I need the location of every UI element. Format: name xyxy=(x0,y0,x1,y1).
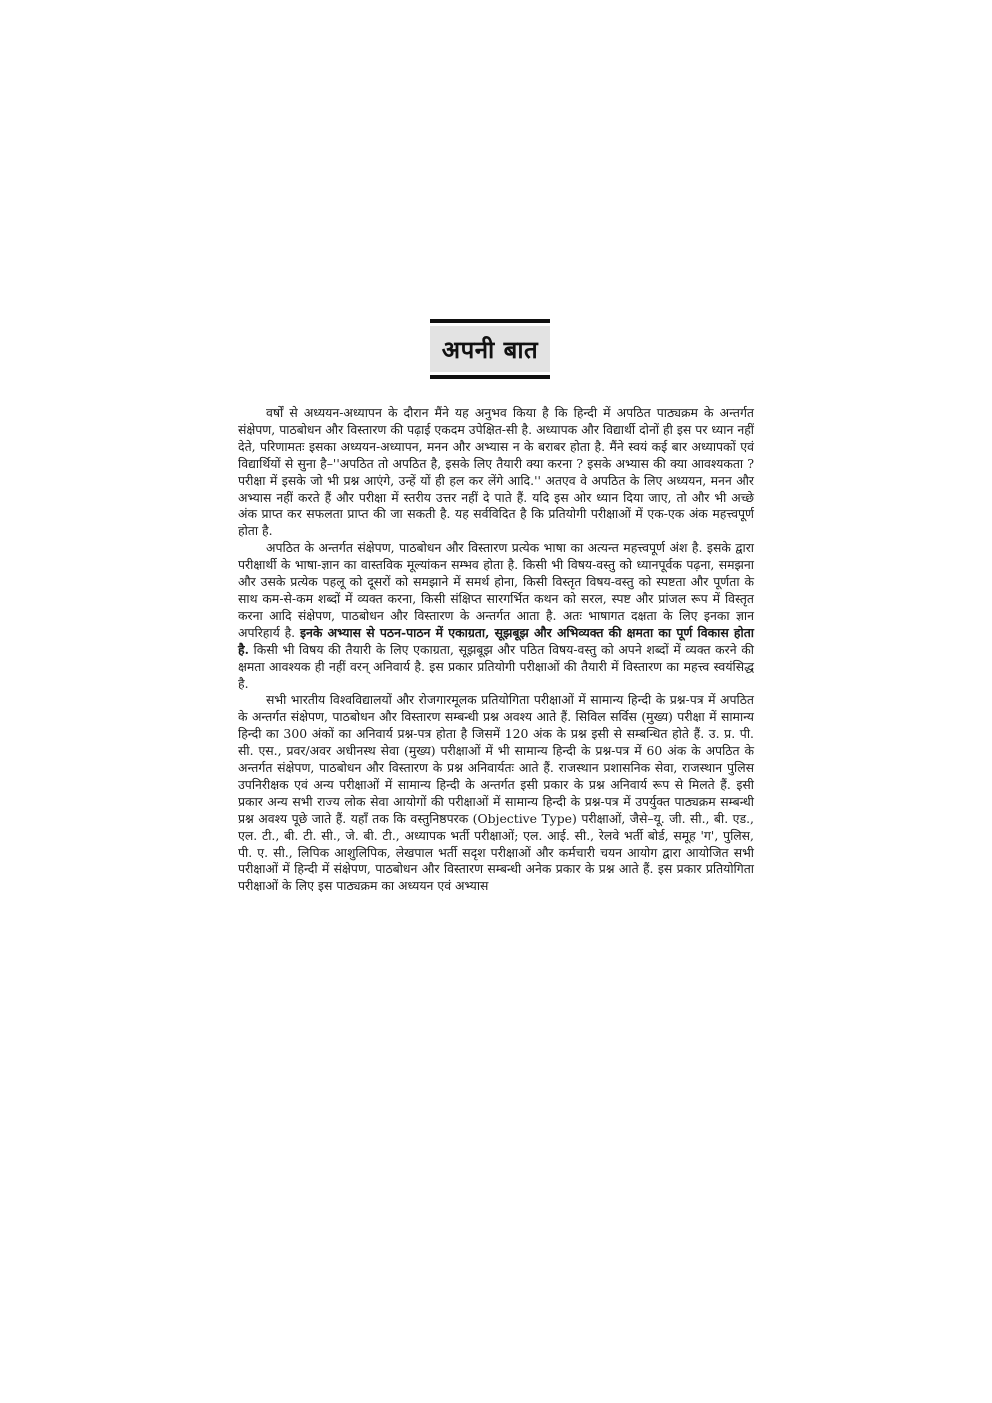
paragraph-1: वर्षों से अध्ययन-अध्यापन के दौरान मैंने यह अनुभव किया है कि हिन्दी में अपठित पाठ्यक्रम के अन्तर्गत संक्षेपण, पाठबोधन और विस्तारण की पढ़ाई एकदम उपेक्षित-सी है. अध्यापक और विद्यार्थी दोनों ही इस पर ध्यान नहीं देते, परिणामतः इसका अध्ययन-अध्यापन, मनन और अभ्यास न के बराबर होता है. मैंने स्वयं कई बार अध्यापकों एवं विद्यार्थियों से सुना है–''अपठित तो अपठित है, इसके लिए तैयारी क्या करना ? इसके अभ्यास की क्या आवश्यकता ? परीक्षा में इसके जो भी प्रश्न आएंगे, उन्हें यों ही हल कर लेंगे आदि.'' अतएव वे अपठित के लिए अध्ययन, मनन और अभ्यास नहीं करते हैं और परीक्षा में स्तरीय उत्तर नहीं दे पाते हैं. यदि इस ओर ध्यान दिया जाए, तो और भी अच्छे अंक प्राप्त कर सफलता प्राप्त की जा सकती है. यह सर्वविदित है कि प्रतियोगी परीक्षाओं में एक-एक अंक महत्त्वपूर्ण होता है. xyxy=(238,405,754,539)
paragraph-2 xyxy=(238,540,754,692)
title-frame xyxy=(430,319,550,379)
paragraph-2-emphasis: इनके अभ्यास से पठन-पाठन में एकाग्रता, सूझबूझ और अभिव्यक्त की क्षमता का पूर्ण विकास होता है. xyxy=(238,624,754,657)
paragraph-2-rest: किसी भी विषय की तैयारी के लिए एकाग्रता, सूझबूझ और पठित विषय-वस्तु को अपने शब्दों में व्यक्त करने की क्षमता आवश्यक ही नहीं वरन् अनिवार्य है. इस प्रकार प्रतियोगी परीक्षाओं की तैयारी में विस्तारण का महत्त्व स्वयंसिद्ध है. xyxy=(238,641,754,691)
page-title: अपनी बात xyxy=(430,326,550,372)
body-text xyxy=(238,405,754,895)
paragraph-2-intro: अपठित के अन्तर्गत संक्षेपण, पाठबोधन और विस्तारण प्रत्येक भाषा का अत्यन्त महत्त्वपूर्ण अंश है. इसके द्वारा परीक्षार्थी के भाषा-ज्ञान का वास्तविक मूल्यांकन सम्भव होता है. किसी भी विषय-वस्तु को ध्यानपूर्वक पढ़ना, समझना और उसके प्रत्येक पहलू को दूसरों को समझाने में समर्थ होना, किसी विस्तृत विषय-वस्तु को स्पष्टता और पूर्णता के साथ कम-से-कम शब्दों में व्यक्त करना, किसी संक्षिप्त सारगर्भित कथन को सरल, स्पष्ट और प्रांजल रूप में विस्तृत करना आदि संक्षेपण, पाठबोधन और विस्तारण के अन्तर्गत आता है. अतः भाषागत दक्षता के लिए इनका ज्ञान अपरिहार्य है. xyxy=(238,540,754,640)
paragraph-3: सभी भारतीय विश्वविद्यालयों और रोजगारमूलक प्रतियोगिता परीक्षाओं में सामान्य हिन्दी के प्रश्न-पत्र में अपठित के अन्तर्गत संक्षेपण, पाठबोधन और विस्तारण सम्बन्धी प्रश्न अवश्य आते हैं. सिविल सर्विस (मुख्य) परीक्षा में सामान्य हिन्दी का 300 अंकों का अनिवार्य प्रश्न-पत्र होता है जिसमें 120 अंक के प्रश्न इसी से सम्बन्धित होते हैं. उ. प्र. पी. सी. एस., प्रवर/अवर अधीनस्थ सेवा (मुख्य) परीक्षाओं में भी सामान्य हिन्दी के प्रश्न-पत्र में 60 अंक के अपठित के अन्तर्गत संक्षेपण, पाठबोधन और विस्तारण के प्रश्न अनिवार्यतः आते हैं. राजस्थान प्रशासनिक सेवा, राजस्थान पुलिस उपनिरीक्षक एवं अन्य परीक्षाओं में सामान्य हिन्दी के अन्तर्गत इसी प्रकार के प्रश्न अनिवार्य रूप से मिलते हैं. इसी प्रकार अन्य सभी राज्य लोक सेवा आयोगों की परीक्षाओं में सामान्य हिन्दी के प्रश्न-पत्र में उपर्युक्त पाठ्यक्रम सम्बन्धी प्रश्न अवश्य पूछे जाते हैं. यहाँ तक कि वस्तुनिष्ठपरक (Objective Type) परीक्षाओं, जैसे–यू. जी. सी., बी. एड., एल. टी., बी. टी. सी., जे. बी. टी., अध्यापक भर्ती परीक्षाओं; एल. आई. सी., रेलवे भर्ती बोर्ड, समूह 'ग', पुलिस, पी. ए. सी., लिपिक आशुलिपिक, लेखपाल भर्ती सदृश परीक्षाओं और कर्मचारी चयन आयोग द्वारा आयोजित सभी परीक्षाओं में हिन्दी में संक्षेपण, पाठबोधन और विस्तारण सम्बन्धी अनेक प्रकार के प्रश्न आते हैं. इस प्रकार प्रतियोगिता परीक्षाओं के लिए इस पाठ्यक्रम का अध्ययन एवं अभ्यास xyxy=(238,692,754,894)
